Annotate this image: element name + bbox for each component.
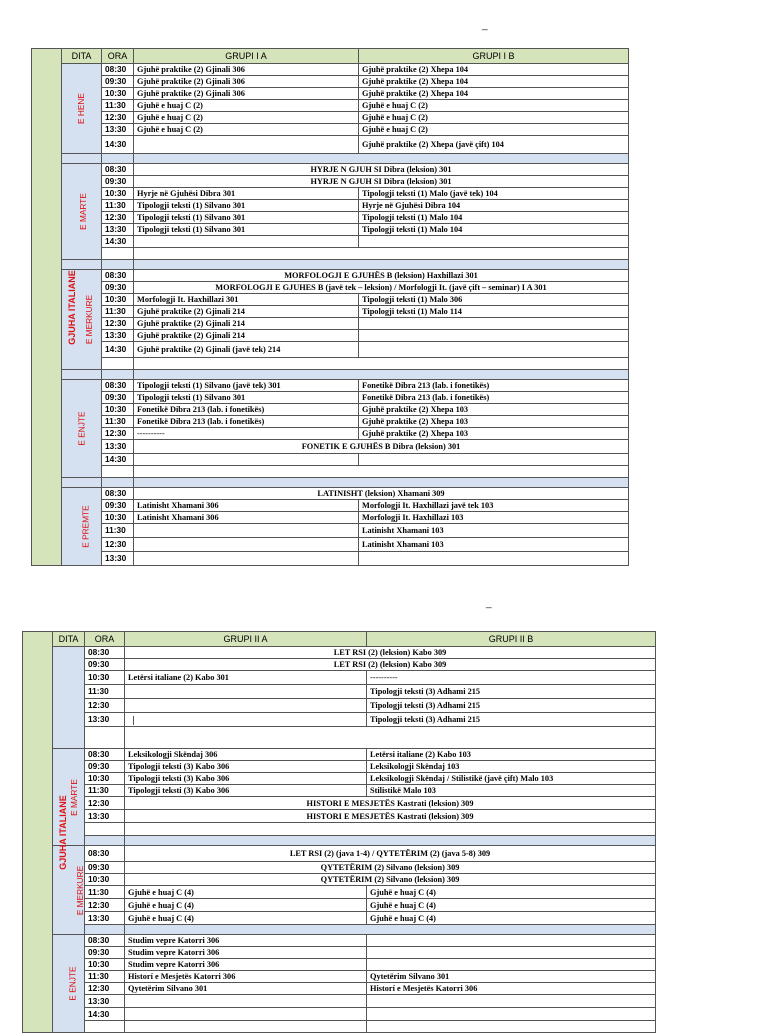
group-b-cell xyxy=(367,1021,656,1033)
lecture-span-cell: LET RSI (2) (leksion) Kabo 309 xyxy=(125,659,656,671)
top-mark: _ xyxy=(482,20,488,31)
group-b-cell: Gjuhë e huaj C (2) xyxy=(359,124,629,136)
group-b-cell: Gjuhë e huaj C (2) xyxy=(359,112,629,124)
time-cell: 13:30 xyxy=(102,224,134,236)
group-a-cell: Hyrje në Gjuhësi Dibra 301 xyxy=(134,188,359,200)
time-cell: 08:30 xyxy=(85,846,125,862)
group-a-cell: Gjuhë e huaj C (2) xyxy=(134,112,359,124)
group-a-cell: Gjuhë praktike (2) Gjinali 306 xyxy=(134,88,359,100)
time-cell xyxy=(85,823,125,836)
separator xyxy=(125,836,656,846)
lecture-span-cell: LATINISHT (leksion) Xhamani 309 xyxy=(134,488,629,500)
header-ora: ORA xyxy=(102,49,134,64)
group-b-cell: Gjuhë praktike (2) Xhepa 103 xyxy=(359,404,629,416)
group-a-cell: Latinisht Xhamani 306 xyxy=(134,512,359,524)
time-cell: 14:30 xyxy=(102,136,134,154)
group-a-cell: Gjuhë praktike (2) Gjinali 306 xyxy=(134,76,359,88)
group-a-cell: Gjuhë e huaj C (4) xyxy=(125,912,367,925)
group-b-cell xyxy=(359,236,629,248)
group-a-cell: Gjuhë praktike (2) Gjinali (javë tek) 214 xyxy=(134,342,359,358)
day-label-enjte: E ENJTE xyxy=(62,380,102,478)
time-cell: 08:30 xyxy=(102,164,134,176)
group-b-cell xyxy=(367,995,656,1008)
group-b-cell xyxy=(367,959,656,971)
time-cell: 12:30 xyxy=(102,318,134,330)
separator xyxy=(102,478,134,488)
lecture-span-cell: QYTETËRIM (2) Silvano (leksion) 309 xyxy=(125,874,656,886)
separator xyxy=(62,260,102,270)
day-label-merkure: E MERKURE xyxy=(62,270,102,370)
group-a-cell: Gjuhë e huaj C (2) xyxy=(134,124,359,136)
time-cell: 10:30 xyxy=(102,512,134,524)
group-b-cell xyxy=(359,342,629,358)
group-a-cell xyxy=(134,538,359,552)
group-a-cell xyxy=(125,713,367,727)
separator xyxy=(134,478,629,488)
group-a-cell: Gjuhë praktike (2) Gjinali 306 xyxy=(134,64,359,76)
time-cell: 12:30 xyxy=(102,538,134,552)
lecture-span-cell: MORFOLOGJI E GJUHES B (javë tek – leksion) / Morfologji It. (javë çift – seminar) I A 301 xyxy=(134,282,629,294)
group-b-cell: Tipologji teksti (3) Adhami 215 xyxy=(367,713,656,727)
time-cell: 09:30 xyxy=(85,862,125,874)
time-cell: 13:30 xyxy=(85,713,125,727)
day-label-enjte: E ENJTE xyxy=(53,935,85,1033)
group-a-cell: Gjuhë praktike (2) Gjinali 214 xyxy=(134,318,359,330)
time-cell: 08:30 xyxy=(102,64,134,76)
group-a-cell xyxy=(134,524,359,538)
lecture-span-cell: LET RSI (2) (leksion) Kabo 309 xyxy=(125,647,656,659)
time-cell: 14:30 xyxy=(85,1008,125,1021)
header-ora: ORA xyxy=(85,632,125,647)
time-cell: 10:30 xyxy=(102,88,134,100)
group-b-cell xyxy=(359,330,629,342)
day-label-premte: E PREMTE xyxy=(62,488,102,566)
group-b-cell: Gjuhë praktike (2) Xhepa (javë çift) 104 xyxy=(359,136,629,154)
time-cell: 12:30 xyxy=(102,112,134,124)
time-cell: 14:30 xyxy=(102,342,134,358)
group-b-cell: Morfologji It. Haxhillazi javë tek 103 xyxy=(359,500,629,512)
group-a-cell: Historí e Mesjetës Katorri 306 xyxy=(125,971,367,983)
time-cell: 08:30 xyxy=(102,270,134,282)
lecture-span-cell: LET RSI (2) (java 1-4) / QYTETËRIM (2) (java 5-8) 309 xyxy=(125,846,656,862)
group-a-cell: Fonetikë Dibra 213 (lab. i fonetikës) xyxy=(134,416,359,428)
group-a-cell: Tipologji teksti (3) Kabo 306 xyxy=(125,773,367,785)
group-b-cell: Stilistikë Malo 103 xyxy=(367,785,656,797)
group-b-cell: ---------- xyxy=(367,671,656,685)
time-cell: 10:30 xyxy=(102,294,134,306)
day-label-merkure: E MERKURE xyxy=(53,846,85,935)
time-cell xyxy=(85,727,125,749)
separator xyxy=(62,370,102,380)
day-label-hene: E HENE xyxy=(62,64,102,154)
separator xyxy=(62,154,102,164)
group-b-cell: Hyrje në Gjuhësi Dibra 104 xyxy=(359,200,629,212)
separator xyxy=(62,478,102,488)
empty-cell xyxy=(125,727,656,749)
day-label-marte: E MARTE xyxy=(62,164,102,260)
time-cell: 10:30 xyxy=(102,188,134,200)
time-cell xyxy=(85,1021,125,1033)
separator xyxy=(134,154,629,164)
group-a-cell: Tipologji teksti (3) Kabo 306 xyxy=(125,761,367,773)
group-a-cell: Gjuhë praktike (2) Gjinali 214 xyxy=(134,330,359,342)
lecture-span-cell: FONETIK E GJUHËS B Dibra (leksion) 301 xyxy=(134,440,629,454)
header-group-b: GRUPI I B xyxy=(359,49,629,64)
group-a-cell: Tipologji teksti (1) Silvano 301 xyxy=(134,392,359,404)
group-b-cell xyxy=(359,552,629,566)
time-cell: 12:30 xyxy=(85,983,125,995)
group-a-cell: Fonetikë Dibra 213 (lab. i fonetikës) xyxy=(134,404,359,416)
group-b-cell: Letërsi italiane (2) Kabo 103 xyxy=(367,749,656,761)
time-cell: 08:30 xyxy=(102,488,134,500)
group-a-cell: Gjuhë e huaj C (4) xyxy=(125,886,367,899)
group-a-cell: Tipologji teksti (1) Silvano 301 xyxy=(134,212,359,224)
time-cell: 08:30 xyxy=(85,647,125,659)
group-a-cell: Tipologji teksti (1) Silvano (javë tek) 301 xyxy=(134,380,359,392)
group-b-cell: Gjuhë e huaj C (4) xyxy=(367,912,656,925)
time-cell: 08:30 xyxy=(102,380,134,392)
time-cell: 09:30 xyxy=(102,500,134,512)
group-b-cell: Latinisht Xhamani 103 xyxy=(359,538,629,552)
group-a-cell: Gjuhë e huaj C (4) xyxy=(125,899,367,912)
group-b-cell: Tipologji teksti (1) Malo 306 xyxy=(359,294,629,306)
time-cell: 11:30 xyxy=(102,200,134,212)
time-cell: 13:30 xyxy=(102,124,134,136)
group-a-cell xyxy=(134,136,359,154)
lecture-span-cell: HYRJE N GJUH SI Dibra (leksion) 301 xyxy=(134,164,629,176)
group-a-cell: Morfologji It. Haxhillazi 301 xyxy=(134,294,359,306)
separator xyxy=(134,370,629,380)
header-dita: DITA xyxy=(62,49,102,64)
subject-label: GJUHA ITALIANE xyxy=(32,49,62,566)
time-cell: 11:30 xyxy=(85,971,125,983)
time-cell: 11:30 xyxy=(85,685,125,699)
time-cell: 12:30 xyxy=(102,212,134,224)
inner-cell-divider xyxy=(125,716,134,725)
time-cell: 09:30 xyxy=(85,947,125,959)
time-cell: 13:30 xyxy=(85,995,125,1008)
lecture-span-cell: HYRJE N GJUH SI Dibra (leksion) 301 xyxy=(134,176,629,188)
time-cell xyxy=(102,466,134,478)
group-b-cell: Fonetikë Dibra 213 (lab. i fonetikës) xyxy=(359,392,629,404)
time-cell: 08:30 xyxy=(85,749,125,761)
separator xyxy=(85,925,125,935)
time-cell: 14:30 xyxy=(102,454,134,466)
time-cell: 10:30 xyxy=(102,404,134,416)
group-b-cell: Morfologji It. Haxhillazi 103 xyxy=(359,512,629,524)
time-cell: 09:30 xyxy=(85,761,125,773)
time-cell: 13:30 xyxy=(85,912,125,925)
time-cell: 13:30 xyxy=(102,552,134,566)
group-b-cell: Gjuhë e huaj C (2) xyxy=(359,100,629,112)
header-group-b: GRUPI II B xyxy=(367,632,656,647)
group-a-cell: Gjuhë e huaj C (2) xyxy=(134,100,359,112)
time-cell: 11:30 xyxy=(102,100,134,112)
group-b-cell xyxy=(359,318,629,330)
group-a-cell xyxy=(125,1008,367,1021)
day-label-marte: E MARTE xyxy=(53,749,85,846)
group-a-cell: Tipologji teksti (1) Silvano 301 xyxy=(134,224,359,236)
group-b-cell xyxy=(359,454,629,466)
header-group-a: GRUPI II A xyxy=(125,632,367,647)
group-a-cell xyxy=(125,685,367,699)
group-b-cell: Gjuhë praktike (2) Xhepa 103 xyxy=(359,428,629,440)
group-a-cell xyxy=(134,236,359,248)
time-cell: 13:30 xyxy=(102,330,134,342)
time-cell: 08:30 xyxy=(85,935,125,947)
group-a-cell: Latinisht Xhamani 306 xyxy=(134,500,359,512)
time-cell: 11:30 xyxy=(102,416,134,428)
separator xyxy=(125,925,656,935)
separator xyxy=(102,370,134,380)
time-cell: 12:30 xyxy=(85,899,125,912)
time-cell: 13:30 xyxy=(85,810,125,823)
group-b-cell: Historí e Mesjetës Katorri 306 xyxy=(367,983,656,995)
time-cell: 12:30 xyxy=(85,797,125,810)
group-a-cell xyxy=(125,699,367,713)
time-cell: 10:30 xyxy=(85,874,125,886)
group-b-cell: Tipologji teksti (3) Adhami 215 xyxy=(367,685,656,699)
time-cell xyxy=(102,248,134,260)
group-a-cell xyxy=(125,1021,367,1033)
separator xyxy=(85,836,125,846)
time-cell: 14:30 xyxy=(102,236,134,248)
group-b-cell: Gjuhë praktike (2) Xhepa 104 xyxy=(359,64,629,76)
group-b-cell: Tipologji teksti (3) Adhami 215 xyxy=(367,699,656,713)
lecture-span-cell: QYTETËRIM (2) Silvano (leksion) 309 xyxy=(125,862,656,874)
lecture-span-cell: MORFOLOGJI E GJUHËS B (leksion) Haxhillazi 301 xyxy=(134,270,629,282)
header-group-a: GRUPI I A xyxy=(134,49,359,64)
group-b-cell xyxy=(367,947,656,959)
separator xyxy=(102,154,134,164)
time-cell: 11:30 xyxy=(85,886,125,899)
time-cell: 09:30 xyxy=(85,659,125,671)
group-b-cell: Tipologji teksti (1) Malo 104 xyxy=(359,212,629,224)
group-a-cell xyxy=(125,995,367,1008)
time-cell: 10:30 xyxy=(85,959,125,971)
time-cell: 09:30 xyxy=(102,392,134,404)
group-b-cell: Gjuhë e huaj C (4) xyxy=(367,899,656,912)
group-a-cell: Studim vepre Katorri 306 xyxy=(125,935,367,947)
schedule-table-year-2 xyxy=(22,631,656,1033)
group-a-cell: Studim vepre Katorri 306 xyxy=(125,959,367,971)
time-cell: 09:30 xyxy=(102,282,134,294)
lecture-span-cell: HISTORI E MESJETËS Kastrati (leksion) 309 xyxy=(125,797,656,810)
group-b-cell: Gjuhë praktike (2) Xhepa 104 xyxy=(359,88,629,100)
time-cell: 12:30 xyxy=(102,428,134,440)
lecture-span-cell: HISTORI E MESJETËS Kastrati (leksion) 309 xyxy=(125,810,656,823)
group-b-cell: Leksikologji Skëndaj 103 xyxy=(367,761,656,773)
group-a-cell: ---------- xyxy=(134,428,359,440)
group-a-cell xyxy=(134,454,359,466)
schedule-table-year-1 xyxy=(31,48,629,566)
time-cell xyxy=(102,358,134,370)
group-b-cell: Gjuhë e huaj C (4) xyxy=(367,886,656,899)
header-dita: DITA xyxy=(53,632,85,647)
time-cell: 11:30 xyxy=(102,524,134,538)
empty-cell xyxy=(134,248,629,260)
time-cell: 11:30 xyxy=(102,306,134,318)
group-a-cell: Leksikologji Skëndaj 306 xyxy=(125,749,367,761)
group-b-cell: Tipologji teksti (1) Malo (javë tek) 104 xyxy=(359,188,629,200)
day-label-1 xyxy=(53,647,85,749)
time-cell: 09:30 xyxy=(102,176,134,188)
group-b-cell: Gjuhë praktike (2) Xhepa 104 xyxy=(359,76,629,88)
time-cell: 10:30 xyxy=(85,773,125,785)
time-cell: 09:30 xyxy=(102,76,134,88)
empty-cell xyxy=(134,466,629,478)
group-a-cell: Studim vepre Katorri 306 xyxy=(125,947,367,959)
group-a-cell xyxy=(134,552,359,566)
time-cell: 13:30 xyxy=(102,440,134,454)
group-b-cell: Tipologji teksti (1) Malo 104 xyxy=(359,224,629,236)
empty-cell xyxy=(125,823,656,836)
group-b-cell: Gjuhë praktike (2) Xhepa 103 xyxy=(359,416,629,428)
group-a-cell: Tipologji teksti (1) Silvano 301 xyxy=(134,200,359,212)
group-a-cell: Tipologji teksti (3) Kabo 306 xyxy=(125,785,367,797)
separator xyxy=(102,260,134,270)
group-b-cell xyxy=(367,1008,656,1021)
group-b-cell: Fonetikë Dibra 213 (lab. i fonetikës) xyxy=(359,380,629,392)
subject-label: GJUHA ITALIANE xyxy=(23,632,53,1033)
time-cell: 12:30 xyxy=(85,699,125,713)
group-b-cell: Tipologji teksti (1) Malo 114 xyxy=(359,306,629,318)
group-b-cell: Leksikologji Skëndaj / Stilistikë (javë çift) Malo 103 xyxy=(367,773,656,785)
group-b-cell: Latinisht Xhamani 103 xyxy=(359,524,629,538)
group-a-cell: Qytetërim Silvano 301 xyxy=(125,983,367,995)
group-b-cell xyxy=(367,935,656,947)
top-mark: _ xyxy=(486,598,492,609)
time-cell: 11:30 xyxy=(85,785,125,797)
separator xyxy=(134,260,629,270)
group-a-cell: Letërsi italiane (2) Kabo 301 xyxy=(125,671,367,685)
empty-cell xyxy=(134,358,629,370)
group-b-cell: Qytetërim Silvano 301 xyxy=(367,971,656,983)
time-cell: 10:30 xyxy=(85,671,125,685)
group-a-cell: Gjuhë praktike (2) Gjinali 214 xyxy=(134,306,359,318)
